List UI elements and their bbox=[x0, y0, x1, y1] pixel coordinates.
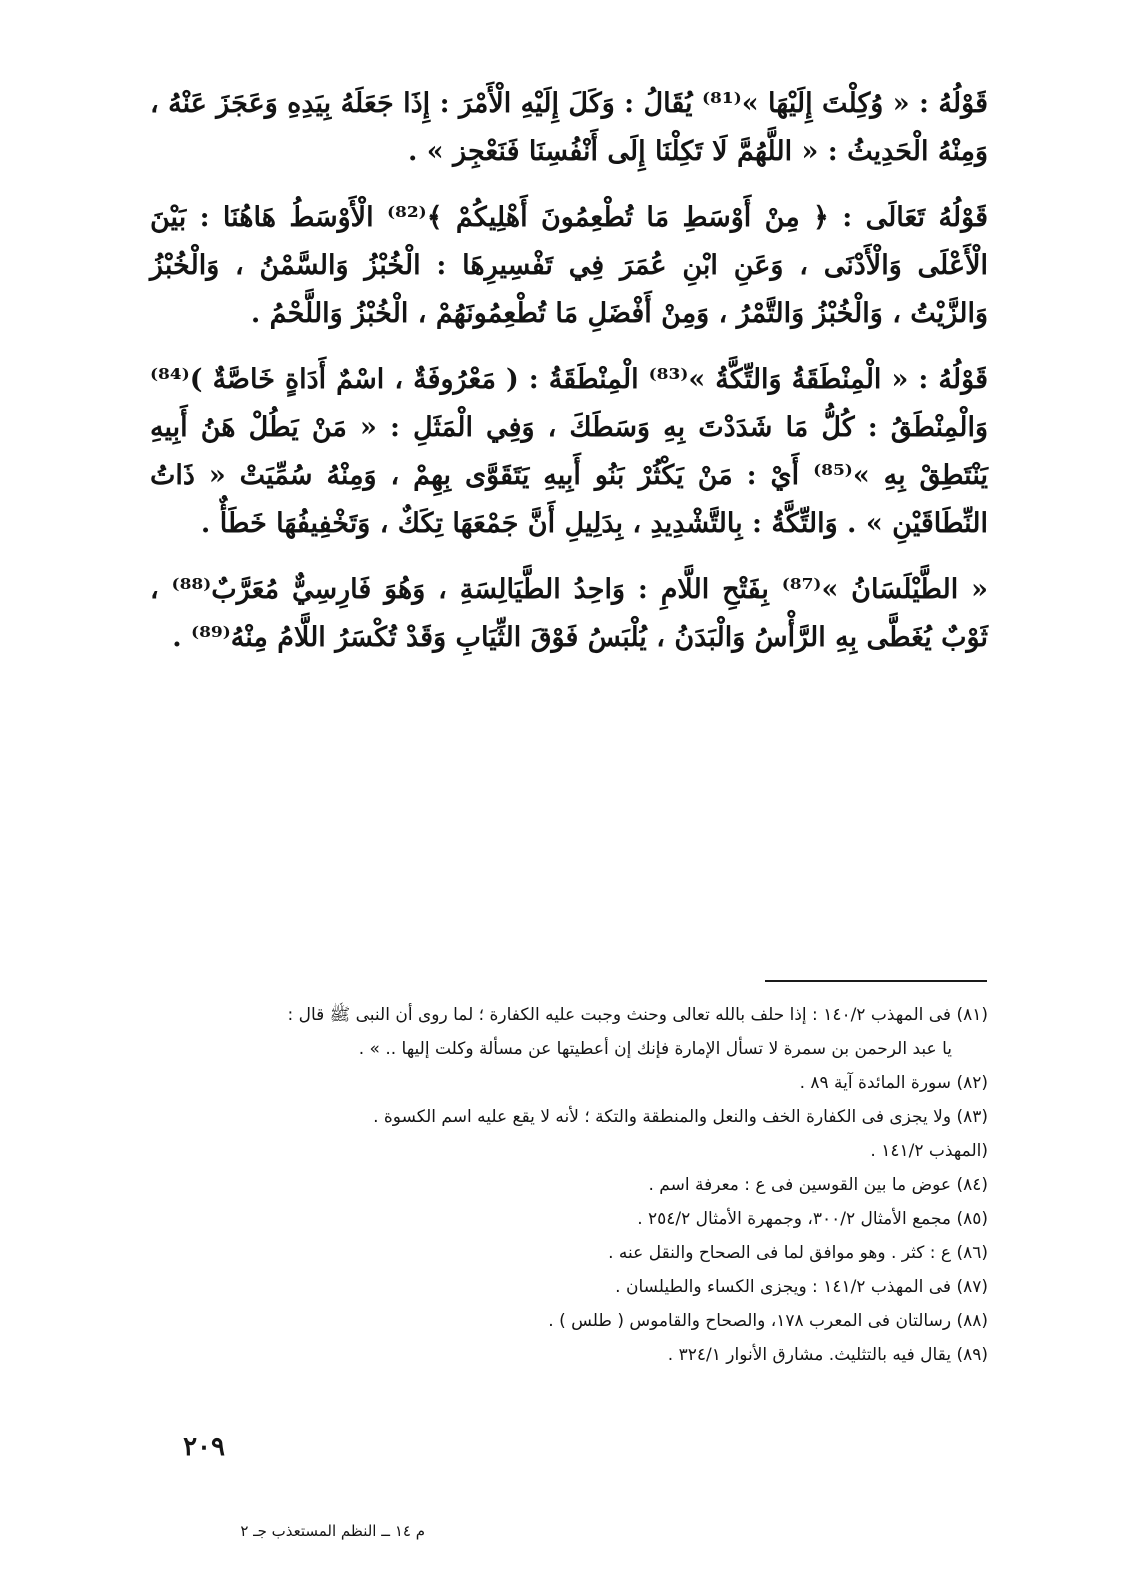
signature-line: م ١٤ ــ النظم المستعذب جـ ٢ bbox=[240, 1522, 425, 1540]
main-text-block bbox=[150, 80, 988, 670]
footnotes-section bbox=[150, 998, 988, 1372]
footnote: (٨٧) فى المهذب ١٤١/٢ : ويجزى الكساء والطيلسان . bbox=[615, 1277, 988, 1297]
footnote: (المهذب ١٤١/٢ . bbox=[870, 1141, 988, 1161]
footnote: (٨٨) رسالتان فى المعرب ١٧٨، والصحاح والقاموس ( طلس ) . bbox=[548, 1311, 988, 1331]
footnote: (٨٤) عوض ما بين القوسين فى ع : معرفة اسم . bbox=[648, 1175, 988, 1195]
footnote-continuation: يا عبد الرحمن بن سمرة لا تسأل الإمارة فإنك إن أعطيتها عن مسألة وكلت إليها .. » . bbox=[358, 1039, 952, 1059]
footnote: (٨٥) مجمع الأمثال ٣٠٠/٢، وجمهرة الأمثال ٢٥٤/٢ . bbox=[637, 1209, 988, 1229]
paragraph: « الطَّيْلَسَانُ »⁽⁸⁷⁾ بِفَتْحِ اللَّامِ : وَاحِدُ الطَّيَالِسَةِ ، وَهُوَ فَارِسِيٌّ مُعَرَّبٌ⁽⁸⁸⁾ ، ثَوْبٌ يُغَطَّى بِهِ الرَّأْسُ وَالْبَدَنُ ، يُلْبَسُ فَوْقَ الثِّيَابِ وَقَدْ تُكْسَرُ اللَّامُ مِنْهُ⁽⁸⁹⁾ . bbox=[150, 574, 988, 653]
paragraph: قَوْلُهُ : « وُكِلْتَ إِلَيْهَا »⁽⁸¹⁾ يُقَالُ : وَكَلَ إِلَيْهِ الْأَمْرَ : إِذَا جَعَلَهُ بِيَدِهِ وَعَجَزَ عَنْهُ ، وَمِنْهُ الْحَدِيثُ : « اللَّهُمَّ لَا تَكِلْنَا إِلَى أَنْفُسِنَا فَنَعْجِز » . bbox=[150, 88, 988, 167]
paragraph: قَوْلُهُ تَعَالَى : ﴿ مِنْ أَوْسَطِ مَا تُطْعِمُونَ أَهْلِيكُمْ ﴾⁽⁸²⁾ الْأَوْسَطُ هَاهُنَا : بَيْنَ الْأَعْلَى وَالْأَدْنَى ، وَعَنِ ابْنِ عُمَرَ فِي تَفْسِيرِهَا : الْخُبْزُ وَالسَّمْنُ ، وَالْخُبْزُ وَالزَّيْتُ ، وَالْخُبْزُ وَالتَّمْرُ ، وَمِنْ أَفْضَلِ مَا تُطْعِمُونَهُمْ ، الْخُبْزُ وَاللَّحْمُ . bbox=[150, 202, 988, 329]
footnote-text: (٨١) فى المهذب ١٤٠/٢ : إذا حلف بالله تعالى وحنث وجبت عليه الكفارة ؛ لما روى أن النبى ﷺ قال : bbox=[287, 1005, 988, 1025]
page-number: ٢٠٩ bbox=[183, 1432, 225, 1462]
footnote: (٨٩) يقال فيه بالتثليث. مشارق الأنوار ٣٢٤/١ . bbox=[667, 1345, 988, 1365]
paragraph: قَوْلُهُ : « الْمِنْطَقَةُ وَالتِّكَّةُ »⁽⁸³⁾ الْمِنْطَقَةُ : ( مَعْرُوفَةٌ ، اسْمٌ أَدَاةٍ خَاصَّةٌ )⁽⁸⁴⁾ وَالْمِنْطَقُ : كُلُّ مَا شَدَدْتَ بِهِ وَسَطَكَ ، وَفِي الْمَثَلِ : « مَنْ يَطُلْ هَنُ أَبِيهِ يَنْتَطِقْ بِهِ »⁽⁸⁵⁾ أَيْ : مَنْ يَكْثُرْ بَنُو أَبِيهِ يَتَقَوَّى بِهِمْ ، وَمِنْهُ سُمِّيَتْ « ذَاتُ النِّطَاقَيْنِ » . وَالتِّكَّةُ : بِالتَّشْدِيدِ ، بِدَلِيلِ أَنَّ جَمْعَهَا تِكَكٌ ، وَتَخْفِيفُهَا خَطَأٌ . bbox=[150, 364, 988, 539]
footnote: (٨٦) ع : كثر . وهو موافق لما فى الصحاح والنقل عنه . bbox=[608, 1243, 988, 1263]
footnote: (٨٢) سورة المائدة آية ٨٩ . bbox=[799, 1073, 988, 1093]
footnote: (٨٣) ولا يجزى فى الكفارة الخف والنعل والمنطقة والتكة ؛ لأنه لا يقع عليه اسم الكسوة . bbox=[373, 1107, 988, 1127]
footnote-divider bbox=[765, 980, 987, 982]
footnote bbox=[150, 998, 988, 1066]
